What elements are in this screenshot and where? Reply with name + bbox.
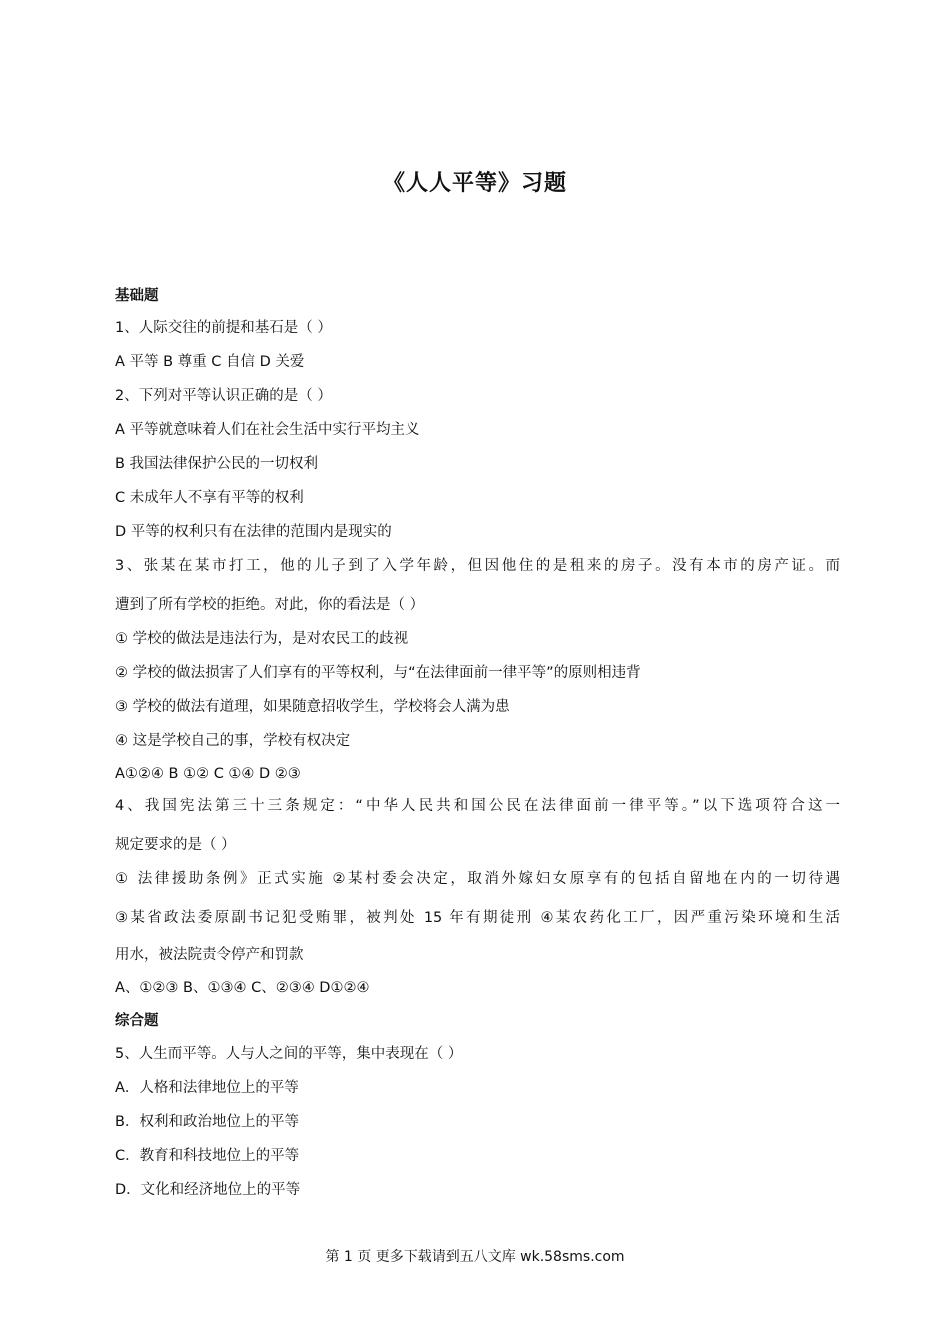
question-2-option-c: C 未成年人不享有平等的权利: [115, 490, 304, 506]
question-2-option-a: A 平等就意味着人们在社会生活中实行平均主义: [115, 422, 420, 438]
question-2-stem: 2、下列对平等认识正确的是（ ）: [115, 388, 332, 404]
question-5-option-b: B．权利和政治地位上的平等: [115, 1114, 299, 1130]
question-3-stem-line-2: 遭到了所有学校的拒绝。对此，你的看法是（ ）: [115, 597, 425, 613]
question-1-stem: 1、人际交往的前提和基石是（ ）: [115, 320, 332, 336]
question-1-options: A 平等 B 尊重 C 自信 D 关爱: [115, 354, 305, 370]
question-4-stem-line-2: 规定要求的是（ ）: [115, 837, 236, 853]
question-3-options: A①②④ B ①② C ①④ D ②③: [115, 766, 301, 782]
question-4-statements-line-1: ① 法律援助条例》正式实施 ②某村委会决定，取消外嫁妇女原享有的包括自留地在内的一切待遇: [115, 871, 840, 887]
question-3-statement-3: ③ 学校的做法有道理，如果随意招收学生，学校将会人满为患: [115, 699, 510, 715]
question-4-options: A、①②③ B、①③④ C、②③④ D①②④: [115, 980, 370, 996]
question-5-option-c: C．教育和科技地位上的平等: [115, 1148, 300, 1164]
question-5-stem: 5、人生而平等。人与人之间的平等，集中表现在（ ）: [115, 1046, 463, 1062]
question-4-statements-line-3: 用水，被法院责令停产和罚款: [115, 947, 304, 963]
question-2-option-d: D 平等的权利只有在法律的范围内是现实的: [115, 524, 392, 540]
question-3-statement-4: ④ 这是学校自己的事，学校有权决定: [115, 733, 351, 749]
page-footer: 第 1 页 更多下载请到五八文库 wk.58sms.com: [325, 1249, 625, 1265]
question-5-option-a: A．人格和法律地位上的平等: [115, 1080, 299, 1096]
question-3-statement-1: ① 学校的做法是违法行为，是对农民工的歧视: [115, 631, 409, 647]
document-title: 《人人平等》习题: [382, 171, 567, 196]
section-heading-basic: 基础题: [115, 288, 159, 304]
question-3-stem-line-1: 3、张某在某市打工，他的儿子到了入学年龄，但因他住的是租来的房子。没有本市的房产证。而: [115, 558, 840, 574]
question-4-statements-line-2: ③某省政法委原副书记犯受贿罪，被判处 15 年有期徒刑 ④某农药化工厂，因严重污染环境和生活: [115, 910, 840, 926]
question-2-option-b: B 我国法律保护公民的一切权利: [115, 456, 319, 472]
question-4-stem-line-1: 4、我国宪法第三十三条规定：“中华人民共和国公民在法律面前一律平等。”以下选项符合这一: [115, 798, 840, 814]
question-3-statement-2: ② 学校的做法损害了人们享有的平等权利，与“在法律面前一律平等”的原则相违背: [115, 665, 641, 681]
question-5-option-d: D．文化和经济地位上的平等: [115, 1182, 301, 1198]
section-heading-comprehensive: 综合题: [115, 1013, 159, 1029]
